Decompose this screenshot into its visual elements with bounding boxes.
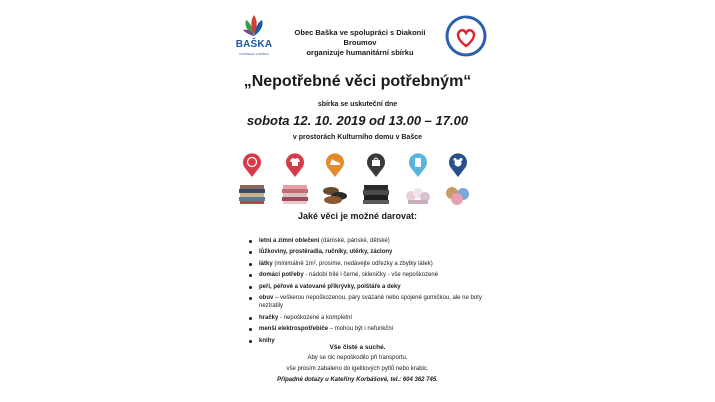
list-item-bold: obuv bbox=[259, 295, 274, 302]
clothes-icon bbox=[242, 153, 262, 177]
list-item-bold: látky bbox=[259, 260, 273, 267]
shoes-pile-image bbox=[321, 183, 349, 205]
intro-text: sbírka se uskuteční dne bbox=[317, 101, 398, 108]
list-item-bold: peří, péřové a vatované přikrývky, polštáře a deky bbox=[259, 283, 401, 290]
clean-dry-note: Vše čisté a suché. bbox=[329, 344, 386, 351]
clothes-pile-image bbox=[238, 183, 266, 205]
organizer-line-1: Obec Baška ve spolupráci s Diakonií Broumov bbox=[294, 28, 426, 47]
list-item-detail: (minimálně 1m², prosíme, nedávejte odřezky a zbytky látek) bbox=[272, 260, 433, 267]
bag-icon bbox=[366, 153, 386, 177]
list-item-bold: lůžkoviny, prostěradla, ručníky, utěrky, záclony bbox=[259, 249, 393, 256]
list-item-detail: – veškerou nepoškozenou, páry svázané nebo spojené gumičkou, ale ne boty neztratily bbox=[259, 295, 482, 310]
shoe-icon bbox=[325, 153, 345, 177]
list-item bbox=[247, 314, 487, 322]
bottle-icon bbox=[408, 153, 428, 177]
list-item-bold: knihy bbox=[259, 337, 275, 344]
teddy-bear-icon bbox=[448, 153, 468, 177]
baska-logo-text: BAŠKA bbox=[235, 39, 273, 50]
event-place: v prostorách Kulturního domu v Bašce bbox=[292, 134, 423, 141]
list-item bbox=[247, 248, 487, 256]
diakonie-logo bbox=[444, 14, 488, 58]
page-title: „Nepotřebné věci potřebným“ bbox=[243, 73, 472, 90]
list-item-detail: – mohou být i nefunkční bbox=[328, 326, 394, 333]
list-item-bold: domácí potřeby bbox=[259, 272, 304, 279]
list-item bbox=[247, 237, 487, 245]
category-household bbox=[404, 153, 432, 205]
category-toys bbox=[444, 153, 472, 205]
textiles-pile-image bbox=[281, 183, 309, 205]
donation-heading: Jaké věci je možné darovat: bbox=[297, 211, 418, 221]
list-item bbox=[247, 260, 487, 268]
category-clothes bbox=[238, 153, 266, 205]
contact-info: Případné dotazy u Kateřiny Korbášové, tel.: 604 362 745. bbox=[277, 377, 438, 383]
list-item-detail: (dámské, pánské, dětské) bbox=[319, 238, 390, 244]
organizer-text bbox=[278, 28, 442, 58]
list-item-bold: letní a zimní oblečení bbox=[259, 238, 320, 244]
list-item bbox=[247, 283, 487, 291]
baska-logo bbox=[234, 14, 274, 60]
organizer-line-2: organizuje humanitární sbírku bbox=[306, 48, 414, 57]
donation-list bbox=[247, 237, 487, 348]
shirt-icon bbox=[285, 153, 305, 177]
list-item-detail: - nepoškozené a kompletní bbox=[278, 314, 353, 321]
list-item-detail: - nádobí bílé i černé, skleničky - vše nepoškozené bbox=[303, 272, 439, 279]
bags-pile-image bbox=[362, 183, 390, 205]
list-item bbox=[247, 325, 487, 333]
toys-pile-image bbox=[444, 183, 472, 205]
household-pile-image bbox=[404, 183, 432, 205]
event-date: sobota 12. 10. 2019 od 13.00 – 17.00 bbox=[246, 113, 469, 128]
category-textiles bbox=[281, 153, 309, 205]
list-item bbox=[247, 294, 487, 311]
transport-note-1: Aby se nic nepoškodilo při transportu, bbox=[307, 355, 408, 361]
category-shoes bbox=[321, 153, 349, 205]
list-item-bold: hračky bbox=[259, 314, 279, 321]
list-item-bold: menší elektrospotřebiče bbox=[259, 326, 329, 333]
baska-logo-subtext: KOSTELEC A BAŠKA bbox=[239, 52, 269, 56]
baska-flower-icon bbox=[240, 14, 268, 38]
transport-note-2: vše prosím zabaleno do igelitových pytlů nebo krabic. bbox=[286, 366, 429, 372]
category-bags bbox=[362, 153, 390, 205]
list-item bbox=[247, 271, 487, 279]
